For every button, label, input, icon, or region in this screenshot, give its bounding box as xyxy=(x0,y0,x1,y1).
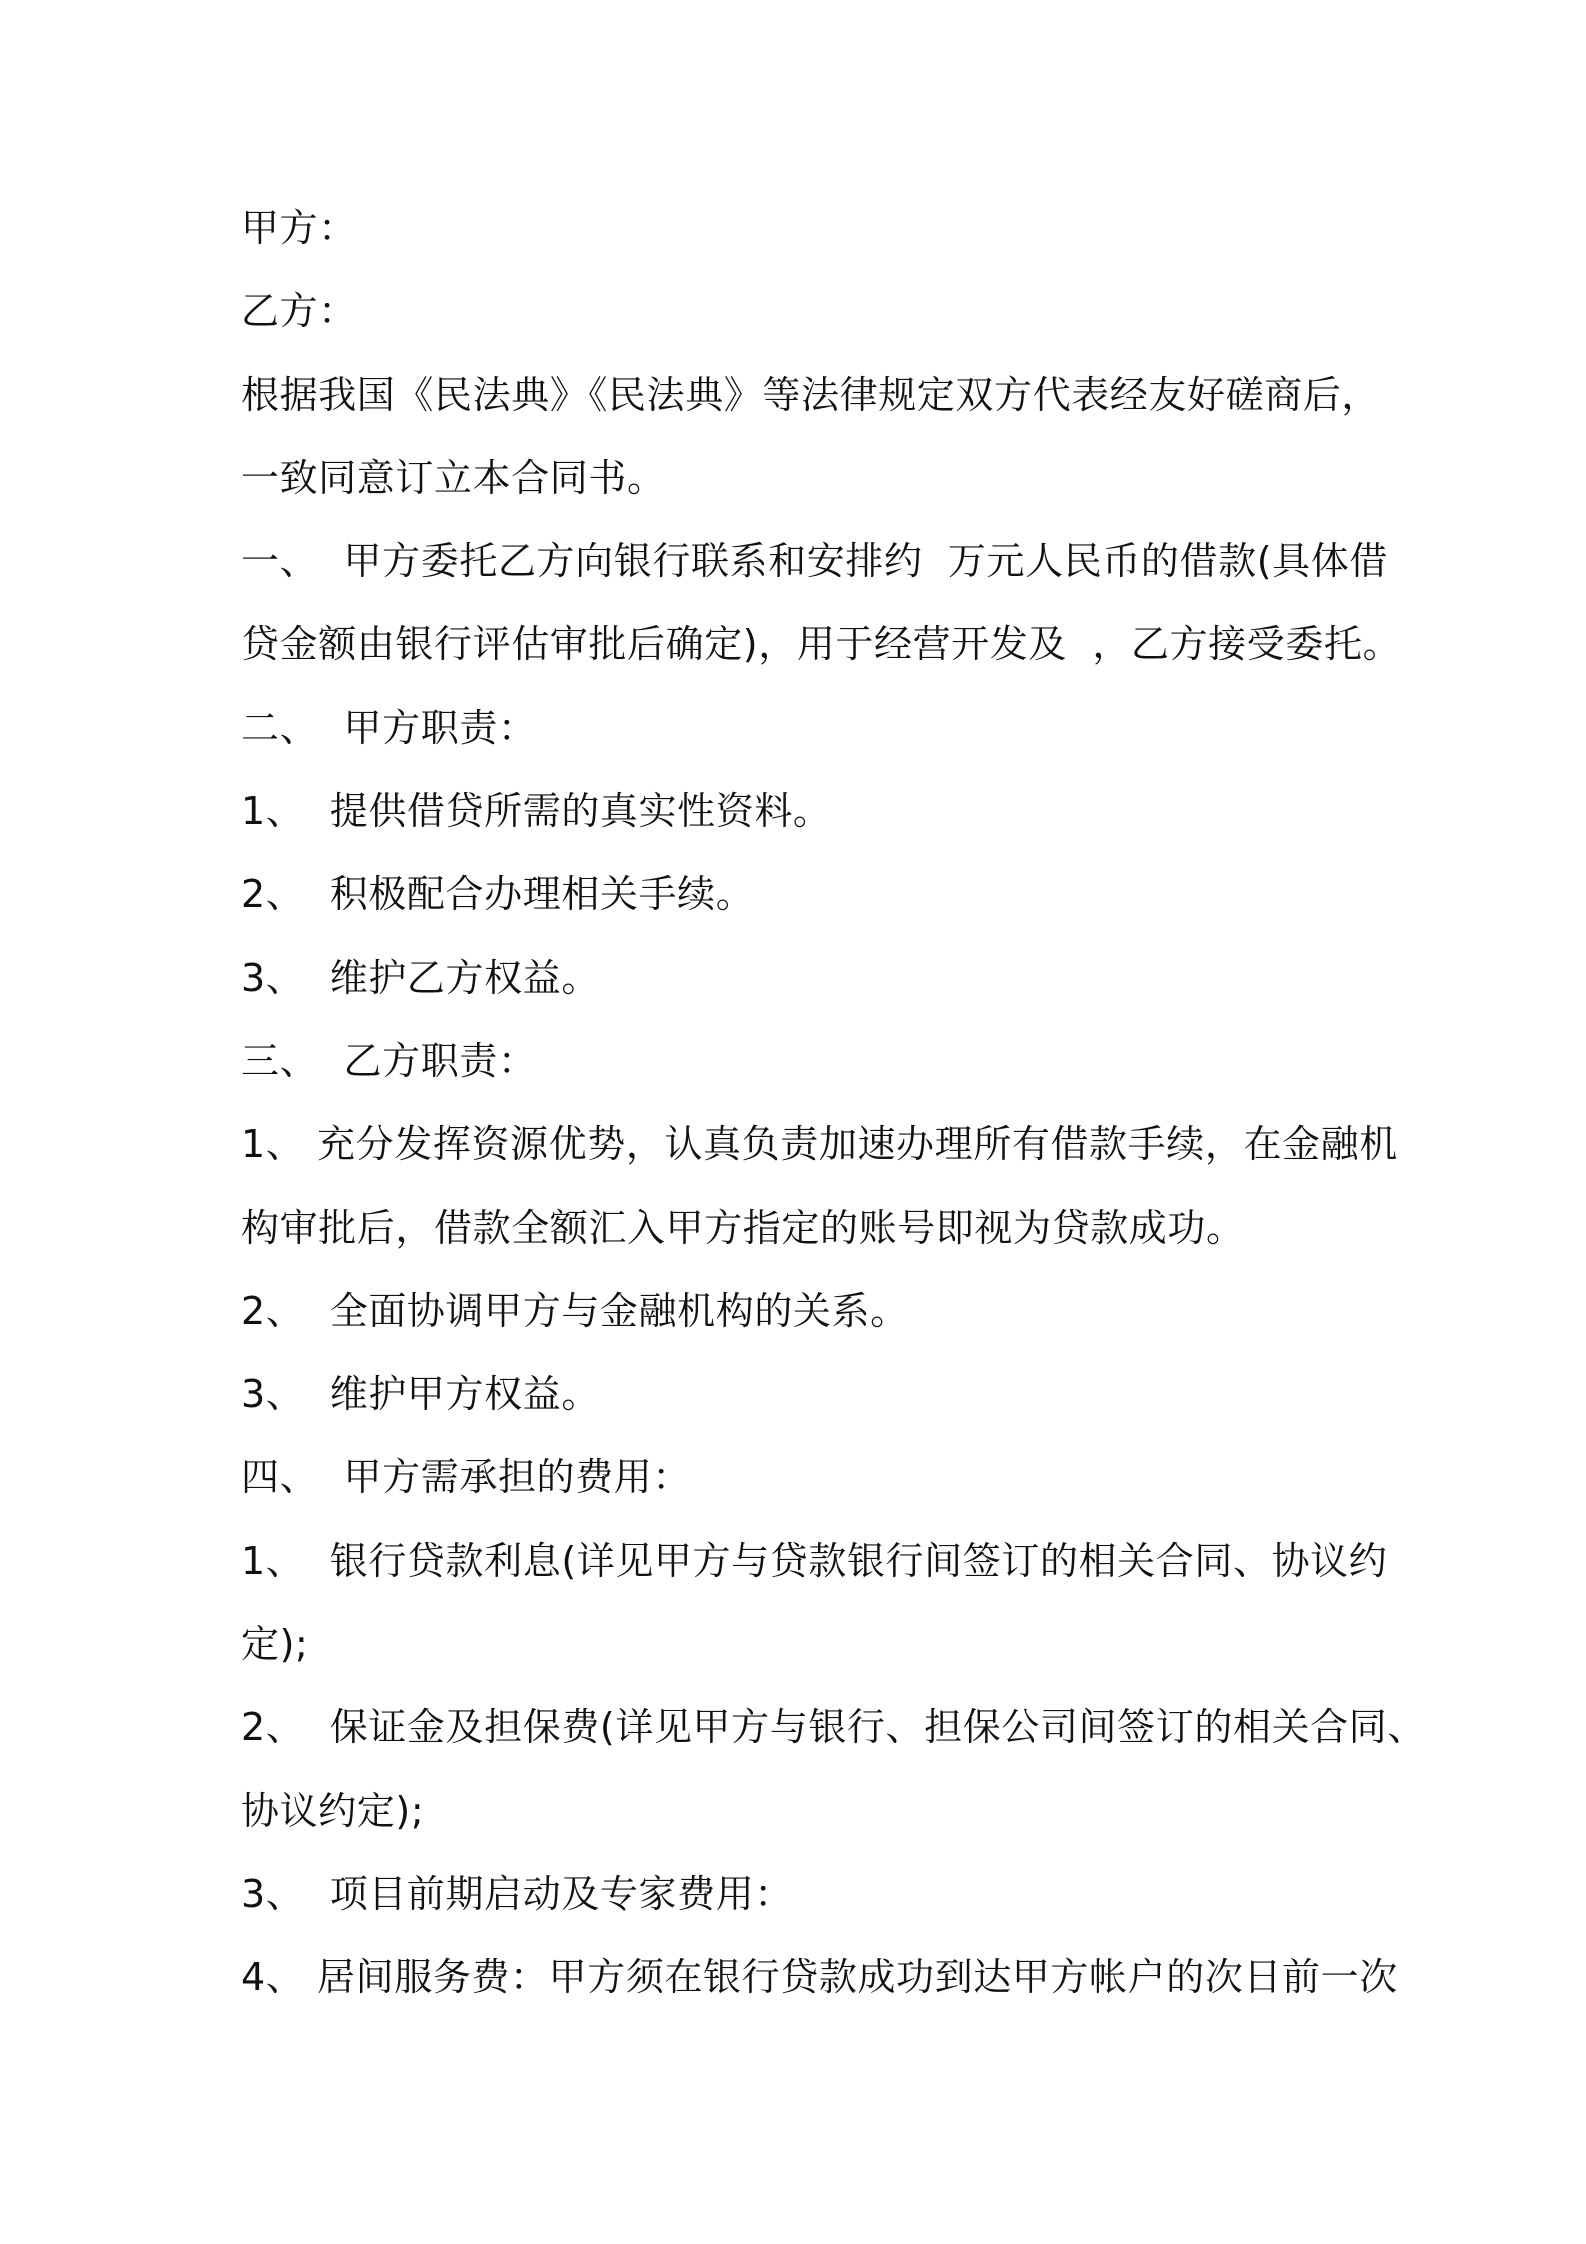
preamble-line-1: 根据我国《民法典》《民法典》等法律规定双方代表经友好磋商后， xyxy=(241,372,1381,417)
preamble-line-2: 一致同意订立本合同书。 xyxy=(241,455,666,500)
clause-3-item-1-line-2: 构审批后，借款全额汇入甲方指定的账号即视为贷款成功。 xyxy=(241,1205,1245,1250)
clause-3-heading: 三、 乙方职责： xyxy=(241,1038,537,1083)
clause-4-heading: 四、 甲方需承担的费用： xyxy=(241,1455,691,1500)
clause-4-item-2-line-2: 协议约定); xyxy=(241,1788,425,1833)
clause-4-item-2-line-1: 2、 保证金及担保费(详见甲方与银行、担保公司间签订的相关合同、 xyxy=(241,1705,1426,1750)
party-a-label: 甲方： xyxy=(241,206,357,250)
clause-2-item-3: 3、 维护乙方权益。 xyxy=(241,955,600,1000)
clause-2-item-1: 1、 提供借贷所需的真实性资料。 xyxy=(241,789,832,834)
clause-4-item-1-line-2: 定); xyxy=(241,1622,309,1667)
clause-4-item-4-line-1: 4、 居间服务费：甲方须在银行贷款成功到达甲方帐户的次日前一次 xyxy=(241,1955,1398,2000)
clause-3-item-1-line-1: 1、 充分发挥资源优势，认真负责加速办理所有借款手续，在金融机 xyxy=(241,1122,1398,1167)
party-b-label: 乙方： xyxy=(241,289,357,334)
clause-3-item-2: 2、 全面协调甲方与金融机构的关系。 xyxy=(241,1288,909,1333)
clause-1-line-2: 贷金额由银行评估审批后确定)，用于经营开发及 ，乙方接受委托。 xyxy=(241,622,1402,667)
contract-body xyxy=(241,203,1426,2036)
clause-4-item-1-line-1: 1、 银行贷款利息(详见甲方与贷款银行间签订的相关合同、协议约 xyxy=(241,1538,1388,1583)
clause-4-item-3: 3、 项目前期启动及专家费用： xyxy=(241,1871,793,1916)
clause-3-item-3: 3、 维护甲方权益。 xyxy=(241,1372,600,1417)
clause-2-item-2: 2、 积极配合办理相关手续。 xyxy=(241,872,755,917)
clause-1-line-1: 一、 甲方委托乙方向银行联系和安排约 万元人民币的借款(具体借 xyxy=(241,539,1388,584)
clause-2-heading: 二、 甲方职责： xyxy=(241,705,537,750)
